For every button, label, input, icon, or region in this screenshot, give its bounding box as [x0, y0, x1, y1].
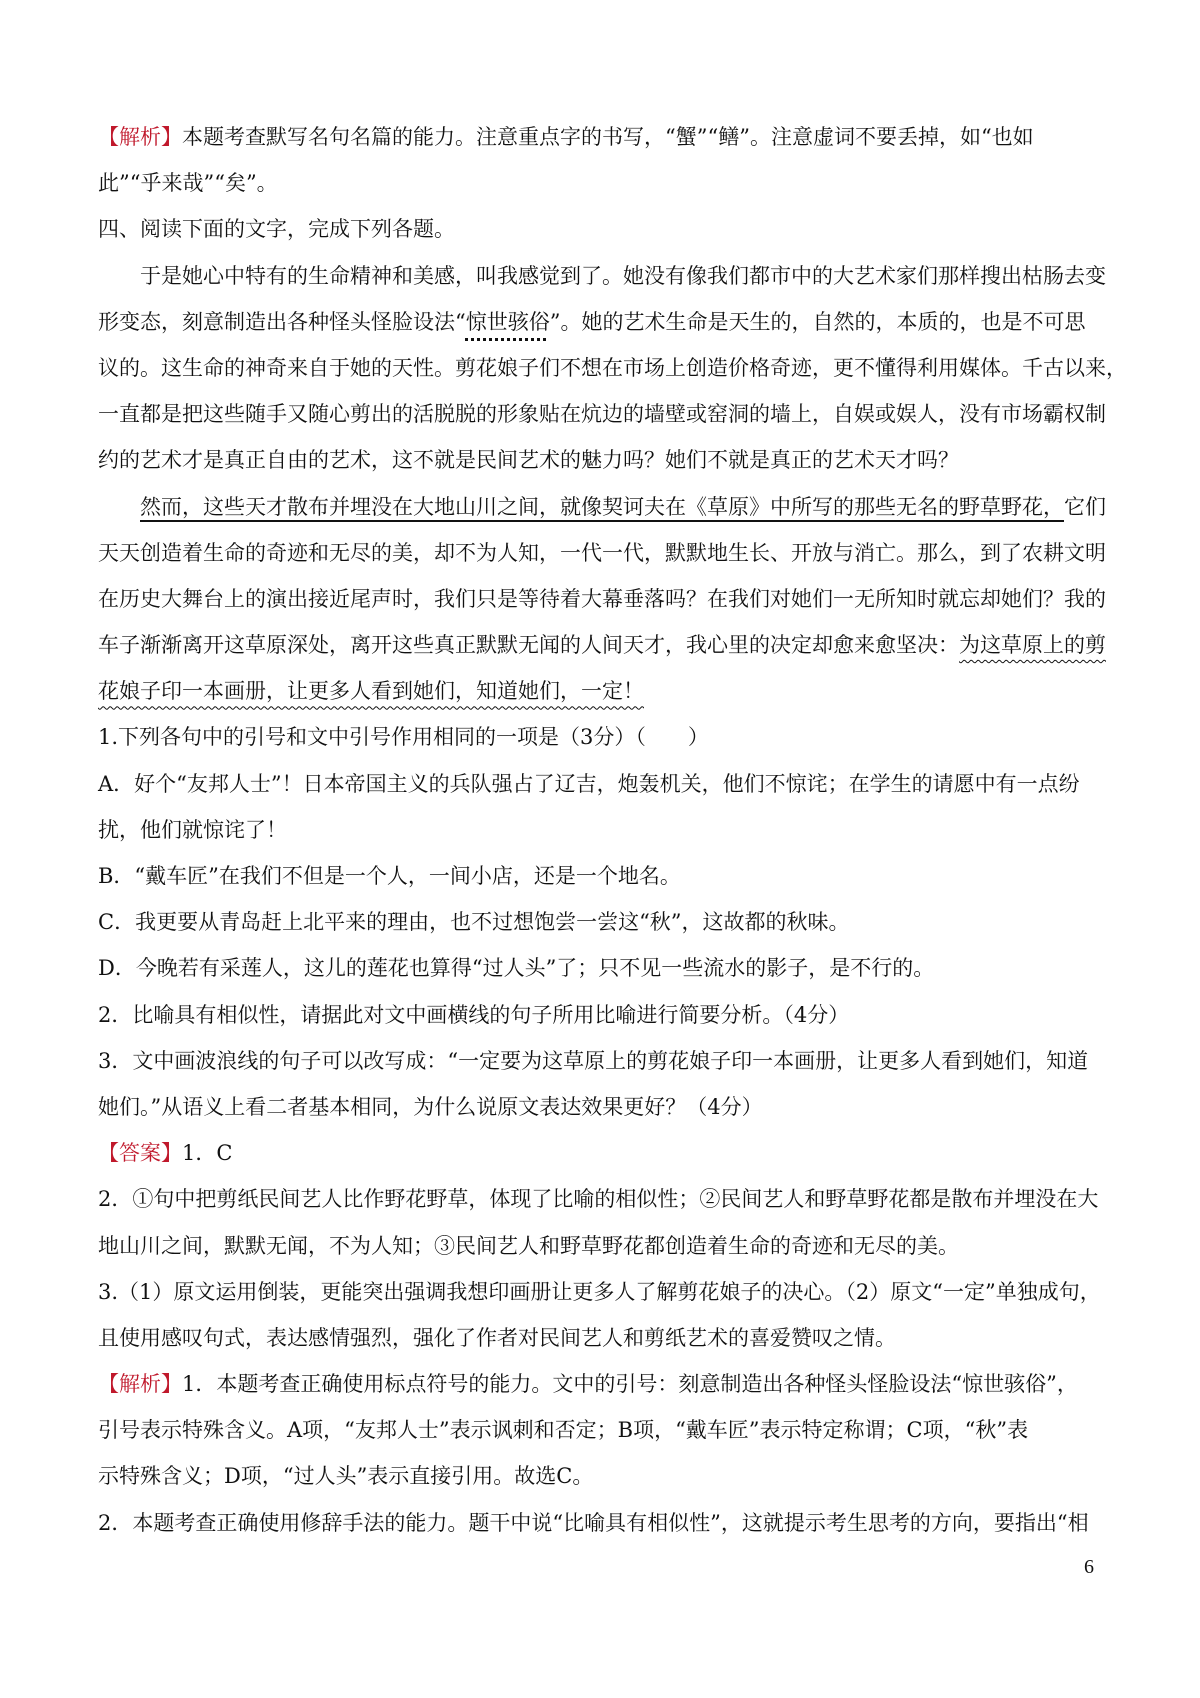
analysis-text: 1．本题考查正确使用标点符号的能力。文中的引号：刻意制造出各种怪头怪脸设法“惊世骇俗”，	[182, 1372, 1078, 1397]
passage-text: 它们	[1064, 494, 1106, 519]
option-a: A．好个“友邦人士”！日本帝国主义的兵队强占了辽吉，炮轰机关，他们不惊诧；在学生的请愿中有一点纷	[98, 771, 1080, 796]
underlined-sentence: 然而，这些天才散布并埋没在大地山川之间，就像契诃夫在《草原》中所写的那些无名的野草野花，	[140, 494, 1064, 519]
analysis-line: 示特殊含义；D项，“过人头”表示直接引用。故选C。	[98, 1464, 594, 1489]
question-3-continued: 她们。”从语义上看二者基本相同，为什么说原文表达效果更好？（4分）	[98, 1094, 763, 1119]
analysis-line: 2．本题考查正确使用修辞手法的能力。题干中说“比喻具有相似性”，这就提示考生思考的方向，要指出“相	[98, 1510, 1089, 1535]
passage-line: 议的。这生命的神奇来自于她的天性。剪花娘子们不想在市场上创造价格奇迹，更不懂得利用媒体。千古以来，	[98, 355, 1127, 380]
section-heading: 四、阅读下面的文字，完成下列各题。	[98, 217, 455, 242]
passage-text: 形变态，刻意制造出各种怪头怪脸设法“	[98, 309, 466, 334]
passage-line: 约的艺术才是真正自由的艺术，这不就是民间艺术的魅力吗？她们不就是真正的艺术天才吗？	[98, 448, 959, 473]
page-content	[98, 114, 1127, 1546]
text-line: 此”“乎来哉”“矣”。	[98, 171, 278, 196]
option-a-continued: 扰，他们就惊诧了！	[98, 817, 287, 842]
question-1: 1.下列各句中的引号和文中引号作用相同的一项是（3分）（ ）	[98, 725, 709, 750]
analysis-text: 本题考查默写名句名篇的能力。注意重点字的书写，“蟹”“鳝”。注意虚词不要丢掉，如“也如	[182, 125, 1034, 149]
passage-line	[98, 299, 1108, 345]
passage-line	[98, 622, 1108, 668]
passage-text: 车子渐渐离开这草原深处，离开这些真正默默无闻的人间天才，我心里的决定却愈来愈坚决：	[98, 633, 959, 658]
answer-tag: 【答案】	[98, 1141, 182, 1166]
answer-line: 地山川之间，默默无闻，不为人知；③民间艺人和野草野花都创造着生命的奇迹和无尽的美。	[98, 1233, 959, 1258]
analysis-paragraph-1	[98, 114, 1108, 160]
passage-line: 一直都是把这些随手又随心剪出的活脱脱的形象贴在炕边的墙壁或窑洞的墙上，自娱或娱人，没有市场霸权制	[98, 402, 1106, 427]
passage-line	[98, 484, 1108, 530]
answer-line: 3.（1）原文运用倒装，更能突出强调我想印画册让更多人了解剪花娘子的决心。（2）原文“一定”单独成句，	[98, 1279, 1101, 1304]
answer-line: 且使用感叹句式，表达感情强烈，强化了作者对民间艺人和剪纸艺术的喜爱赞叹之情。	[98, 1325, 896, 1350]
analysis-tag: 【解析】	[98, 125, 182, 149]
emphasized-phrase: 惊世骇俗	[465, 309, 550, 334]
wavy-underlined-sentence: 花娘子印一本画册，让更多人看到她们，知道她们，一定！	[98, 679, 644, 704]
passage-text: ”。她的艺术生命是天生的，自然的，本质的，也是不可思	[549, 309, 1086, 334]
answer-text: 1．C	[182, 1141, 233, 1166]
answer-line: 2．①句中把剪纸民间艺人比作野花野草，体现了比喻的相似性；②民间艺人和野草野花都是散布并埋没在大	[98, 1187, 1099, 1212]
passage-line: 在历史大舞台上的演出接近尾声时，我们只是等待着大幕垂落吗？在我们对她们一无所知时就忘却她们？我的	[98, 586, 1106, 611]
option-c: C．我更要从青岛赶上北平来的理由，也不过想饱尝一尝这“秋”，这故都的秋味。	[98, 910, 850, 935]
question-2: 2．比喻具有相似性，请据此对文中画横线的句子所用比喻进行简要分析。（4分）	[98, 1002, 850, 1027]
answer-paragraph	[98, 1130, 1108, 1176]
question-3: 3．文中画波浪线的句子可以改写成：“一定要为这草原上的剪花娘子印一本画册，让更多人看到她们，知道	[98, 1048, 1089, 1073]
analysis-tag: 【解析】	[98, 1372, 182, 1397]
analysis-line: 引号表示特殊含义。A项，“友邦人士”表示讽刺和否定；B项，“戴车匠”表示特定称谓；C项，“秋”表	[98, 1418, 1029, 1443]
passage-line	[98, 668, 1108, 714]
page-number: 6	[1084, 1556, 1094, 1578]
passage-line: 于是她心中特有的生命精神和美感，叫我感觉到了。她没有像我们都市中的大艺术家们那样搜出枯肠去变	[140, 263, 1106, 288]
passage-line: 天天创造着生命的奇迹和无尽的美，却不为人知，一代一代，默默地生长、开放与消亡。那么，到了农耕文明	[98, 540, 1106, 565]
option-d: D．今晚若有采莲人，这儿的莲花也算得“过人头”了；只不见一些流水的影子，是不行的。	[98, 956, 935, 981]
wavy-underlined-sentence: 为这草原上的剪	[959, 633, 1106, 658]
option-b: B．“戴车匠”在我们不但是一个人，一间小店，还是一个地名。	[98, 864, 681, 888]
analysis-paragraph-2	[98, 1361, 1108, 1407]
